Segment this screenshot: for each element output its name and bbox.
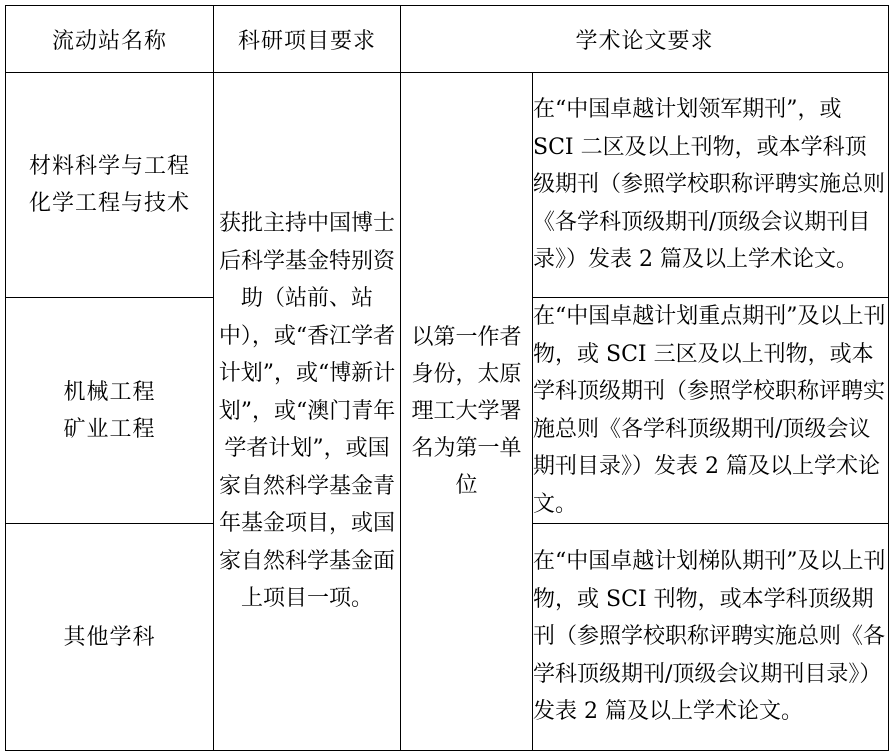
station-name: 矿业工程 xyxy=(63,416,156,442)
header-row xyxy=(6,6,889,73)
station-name: 材料科学与工程 xyxy=(28,154,190,179)
station-cell xyxy=(6,73,214,298)
station-cell xyxy=(6,524,214,751)
header-station: 流动站名称 xyxy=(6,6,214,73)
research-requirement: 获批主持中国博士后科学基金特别资助（站前、站中），或“香江学者计划”，或“博新计划”，或“澳门青年学者计划”，或国家自然科学基金青年基金项目，或国家自然科学基金面上项目一项。 xyxy=(214,73,401,751)
author-requirement: 以第一作者身份，太原理工大学署名为第一单位 xyxy=(401,73,533,751)
paper-requirement: 在“中国卓越计划重点期刊”及以上刊物，或 SCI 三区及以上刊物，或本学科顶级期刊（参照学校职称评聘实施总则《各学科顶级期刊/顶级会议期刊目录》）发表 2 篇及以上学术论文。 xyxy=(533,298,889,524)
header-research: 科研项目要求 xyxy=(214,6,401,73)
table-row xyxy=(6,73,889,298)
station-cell xyxy=(6,298,214,524)
station-name: 化学工程与技术 xyxy=(28,191,190,216)
station-name: 其他学科 xyxy=(63,624,156,650)
requirements-table xyxy=(5,5,889,751)
paper-requirement: 在“中国卓越计划领军期刊”，或 SCI 二区及以上刊物，或本学科顶级期刊（参照学校职称评聘实施总则《各学科顶级期刊/顶级会议期刊目录》）发表 2 篇及以上学术论文。 xyxy=(533,73,889,298)
station-name: 机械工程 xyxy=(63,379,156,405)
header-paper: 学术论文要求 xyxy=(401,6,889,73)
paper-requirement: 在“中国卓越计划梯队期刊”及以上刊物，或 SCI 刊物，或本学科顶级期刊（参照学校职称评聘实施总则《各学科顶级期刊/顶级会议期刊目录》）发表 2 篇及以上学术论文。 xyxy=(533,524,889,751)
